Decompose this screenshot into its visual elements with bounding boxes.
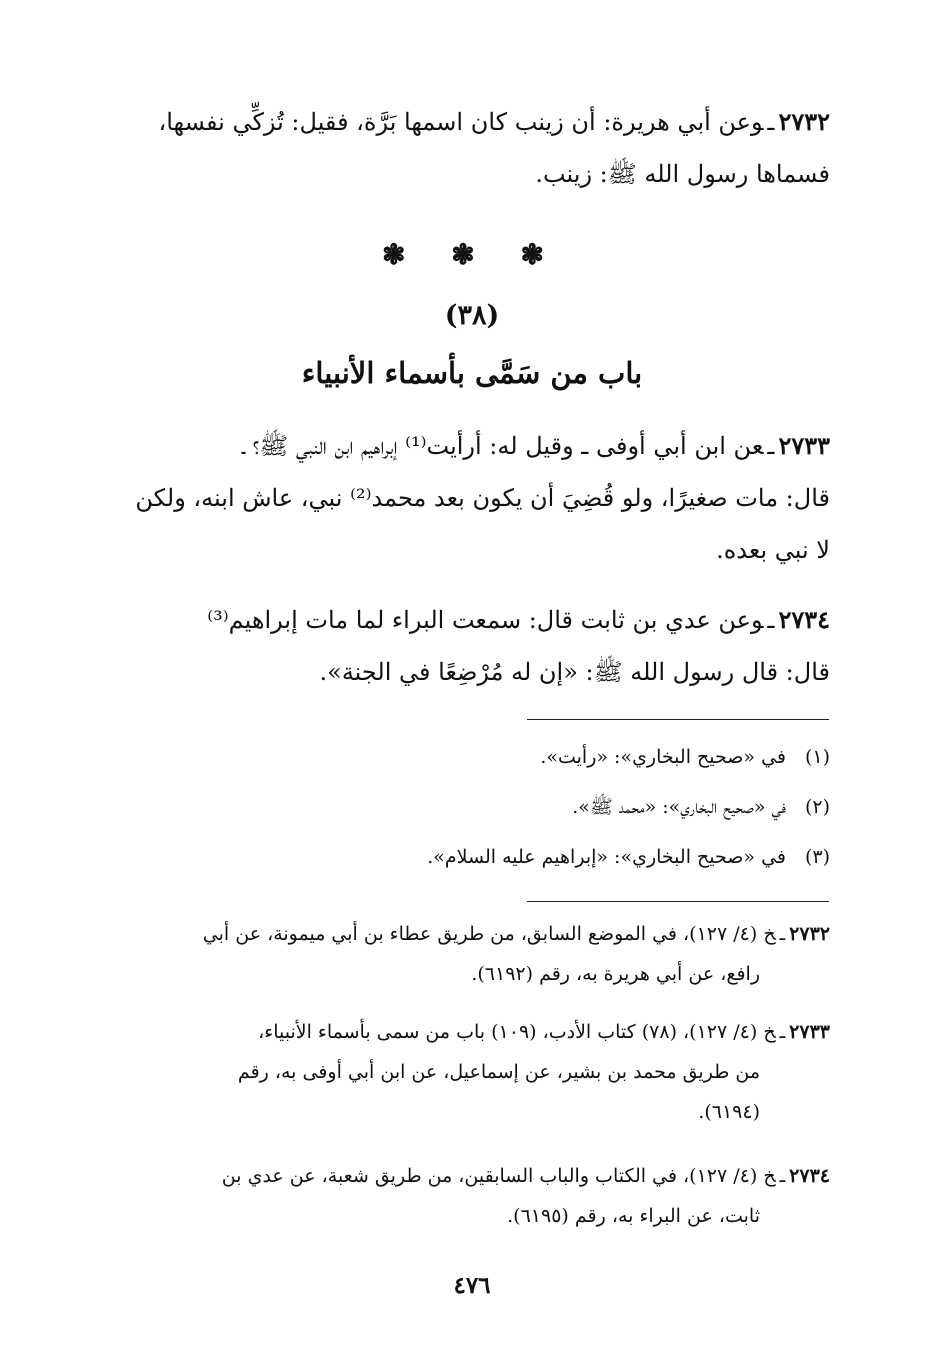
- hadith-line: ٢٧٣٤ـوعن عدي بن ثابت قال: سمعت البراء لما مات إبراهيم⁽³⁾: [207, 605, 830, 634]
- hadith-line: ٢٧٣٣ـعن ابن أبي أوفى ـ وقيل له: أرأيت⁽¹⁾ إبراهيم ابن النبي ﷺ؟ ـ: [242, 431, 830, 460]
- reference-text: رافع، عن أبي هريرة به، رقم (٦١٩٢).: [471, 963, 760, 985]
- reference-text: خ (٤/ ١٢٧)، (٧٨) كتاب الأدب، (١٠٩) باب من سمى بأسماء الأنبياء،: [258, 1021, 776, 1043]
- hadith-number: ٢٧٣٣: [778, 431, 830, 460]
- footnote-marker: (١): [804, 746, 830, 768]
- footnote-text: في «صحيح البخاري»: «رأيت».: [540, 746, 786, 768]
- reference-2733: [114, 1012, 830, 1132]
- reference-number: ٢٧٣٢: [789, 923, 830, 945]
- chapter-number: (٣٨): [444, 300, 500, 331]
- reference-text: (٦١٩٤).: [698, 1101, 760, 1123]
- hadith-text: قال: مات صغيرًا، ولو قُضِيَ أن يكون بعد محمد⁽²⁾ نبي، عاش ابنه، ولكن: [135, 484, 830, 512]
- hadith-2733: [114, 420, 830, 576]
- reference-text: خ (٤/ ١٢٧)، في الكتاب والباب السابقين، من طريق شعبة، عن عدي بن: [221, 1165, 776, 1187]
- references-divider: [527, 901, 829, 902]
- hadith-number: ٢٧٣٢: [778, 107, 830, 136]
- footnote-text: في «صحيح البخاري»: «إبراهيم عليه السلام».: [427, 846, 786, 868]
- reference-text: ثابت، عن البراء به، رقم (٦١٩٥).: [507, 1205, 760, 1227]
- reference-2732: [114, 914, 830, 994]
- reference-line: ٢٧٣٣ـخ (٤/ ١٢٧)، (٧٨) كتاب الأدب، (١٠٩) باب من سمى بأسماء الأنبياء،: [258, 1021, 830, 1043]
- reference-number: ٢٧٣٤: [789, 1165, 830, 1187]
- section-separator: ❃ ❃ ❃: [382, 238, 562, 271]
- hadith-text: فسماها رسول الله ﷺ: زينب.: [535, 160, 830, 188]
- reference-number: ٢٧٣٣: [789, 1021, 830, 1043]
- footnote-marker: (٢): [804, 796, 830, 818]
- hadith-number: ٢٧٣٤: [778, 605, 830, 634]
- hadith-2734: [114, 594, 830, 698]
- footnote-marker: (٣): [804, 846, 830, 868]
- hadith-2732: [114, 96, 830, 200]
- footnote-text: في «صحيح البخاري»: «محمد ﷺ».: [572, 796, 786, 818]
- hadith-line: ٢٧٣٢ـوعن أبي هريرة: أن زينب كان اسمها بَرَّة، فقيل: تُزكِّي نفسها،: [158, 107, 830, 136]
- page-number: ٤٧٦: [453, 1272, 491, 1299]
- reference-line: ٢٧٣٤ـخ (٤/ ١٢٧)، في الكتاب والباب السابقين، من طريق شعبة، عن عدي بن: [221, 1165, 830, 1187]
- footnote: [114, 842, 830, 872]
- hadith-text: عن ابن أبي أوفى ـ وقيل له: أرأيت⁽¹⁾ إبراهيم ابن النبي ﷺ؟ ـ: [242, 432, 764, 460]
- reference-line: ٢٧٣٢ـخ (٤/ ١٢٧)، في الموضع السابق، من طريق عطاء بن أبي ميمونة، عن أبي: [202, 923, 830, 945]
- hadith-text: وعن أبي هريرة: أن زينب كان اسمها بَرَّة، فقيل: تُزكِّي نفسها،: [158, 108, 764, 136]
- hadith-text: لا نبي بعده.: [716, 536, 830, 564]
- footnote-divider: [527, 719, 829, 720]
- footnote: [114, 742, 830, 772]
- reference-text: من طريق محمد بن بشير، عن إسماعيل، عن ابن أبي أوفى به، رقم: [237, 1061, 760, 1083]
- hadith-text: وعن عدي بن ثابت قال: سمعت البراء لما مات إبراهيم⁽³⁾: [207, 606, 764, 634]
- chapter-title: باب من سَمَّى بأسماء الأنبياء: [301, 356, 643, 390]
- footnote: [114, 792, 830, 822]
- reference-2734: [114, 1156, 830, 1236]
- reference-text: خ (٤/ ١٢٧)، في الموضع السابق، من طريق عطاء بن أبي ميمونة، عن أبي: [202, 923, 776, 945]
- hadith-text: قال: قال رسول الله ﷺ: «إن له مُرْضِعًا في الجنة».: [319, 658, 830, 686]
